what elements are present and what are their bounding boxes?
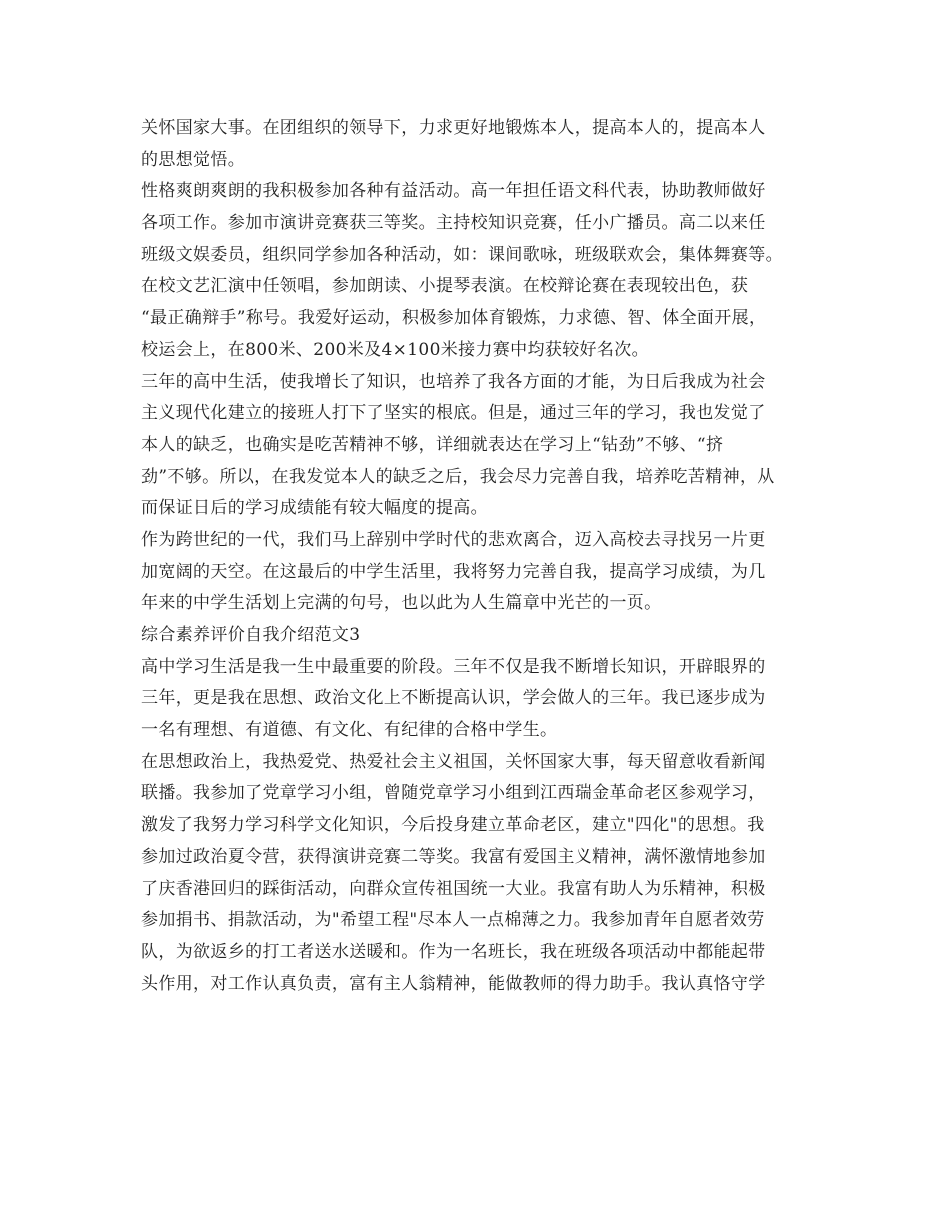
text-line: 三年的高中生活，使我增长了知识，也培养了我各方面的才能，为日后我成为社会	[141, 371, 766, 392]
text-line: 的思想觉悟。	[141, 149, 246, 170]
text-line: 作为跨世纪的一代，我们马上辞别中学时代的悲欢离合，迈入高校去寻找另一片更	[141, 529, 766, 550]
text-line: 劲”不够。所以，在我发觉本人的缺乏之后，我会尽力完善自我，培养吃苦精神，从	[141, 466, 775, 487]
section-heading: 综合素养评价自我介绍范文3	[141, 625, 361, 645]
text-line: 联播。我参加了党章学习小组，曾随党章学习小组到江西瑞金革命老区参观学习，	[141, 783, 766, 804]
text-line: 加宽阔的天空。在这最后的中学生活里，我将努力完善自我，提高学习成绩，为几	[141, 561, 766, 582]
text-line: 主义现代化建立的接班人打下了坚实的根底。但是，通过三年的学习，我也发觉了	[141, 403, 766, 424]
text-line: 头作用，对工作认真负责，富有主人翁精神，能做教师的得力助手。我认真恪守学	[141, 973, 766, 994]
text-line: 参加捐书、捐款活动，为"希望工程"尽本人一点棉薄之力。我参加青年自愿者效劳	[141, 910, 765, 931]
text-line: “最正确辩手”称号。我爱好运动，积极参加体育锻炼，力求德、智、体全面开展，	[141, 308, 767, 329]
text-line: 本人的缺乏，也确实是吃苦精神不够，详细就表达在学习上“钻劲”不够、“挤	[141, 434, 724, 455]
document-body	[141, 113, 821, 1000]
text-line: 在校文艺汇演中任领唱，参加朗读、小提琴表演。在校辩论赛在表现较出色，获	[141, 276, 749, 297]
text-line: 性格爽朗爽朗的我积极参加各种有益活动。高一年担任语文科代表，协助教师做好	[141, 181, 766, 202]
text-line: 关怀国家大事。在团组织的领导下，力求更好地锻炼本人，提高本人的，提高本人	[141, 118, 766, 138]
text-line: 高中学习生活是我一生中最重要的阶段。三年不仅是我不断增长知识，开辟眼界的	[141, 656, 766, 677]
text-line: 三年，更是我在思想、政治文化上不断提高认识，学会做人的三年。我已逐步成为	[141, 688, 766, 709]
text-line: 队，为欲返乡的打工者送水送暖和。作为一名班长，我在班级各项活动中都能起带	[141, 941, 766, 962]
text-line: 班级文娱委员，组织同学参加各种活动，如：课间歌咏，班级联欢会，集体舞赛等。	[141, 244, 783, 265]
text-line: 在思想政治上，我热爱党、热爱社会主义祖国，关怀国家大事，每天留意收看新闻	[141, 751, 766, 772]
text-line: 激发了我努力学习科学文化知识，今后投身建立革命老区，建立"四化"的思想。我	[141, 815, 765, 836]
text-line: 而保证日后的学习成绩能有较大幅度的提高。	[141, 498, 488, 519]
text-line: 一名有理想、有道德、有文化、有纪律的合格中学生。	[141, 720, 558, 741]
text-line: 年来的中学生活划上完满的句号，也以此为人生篇章中光芒的一页。	[141, 593, 662, 614]
text-line: 了庆香港回归的踩街活动，向群众宣传祖国统一大业。我富有助人为乐精神，积极	[141, 878, 766, 899]
text-line: 校运会上，在800米、200米及4×100米接力赛中均获较好名次。	[141, 339, 649, 360]
text-line: 参加过政治夏令营，获得演讲竞赛二等奖。我富有爱国主义精神，满怀激情地参加	[141, 846, 766, 867]
text-line: 各项工作。参加市演讲竞赛获三等奖。主持校知识竞赛，任小广播员。高二以来任	[141, 213, 766, 234]
